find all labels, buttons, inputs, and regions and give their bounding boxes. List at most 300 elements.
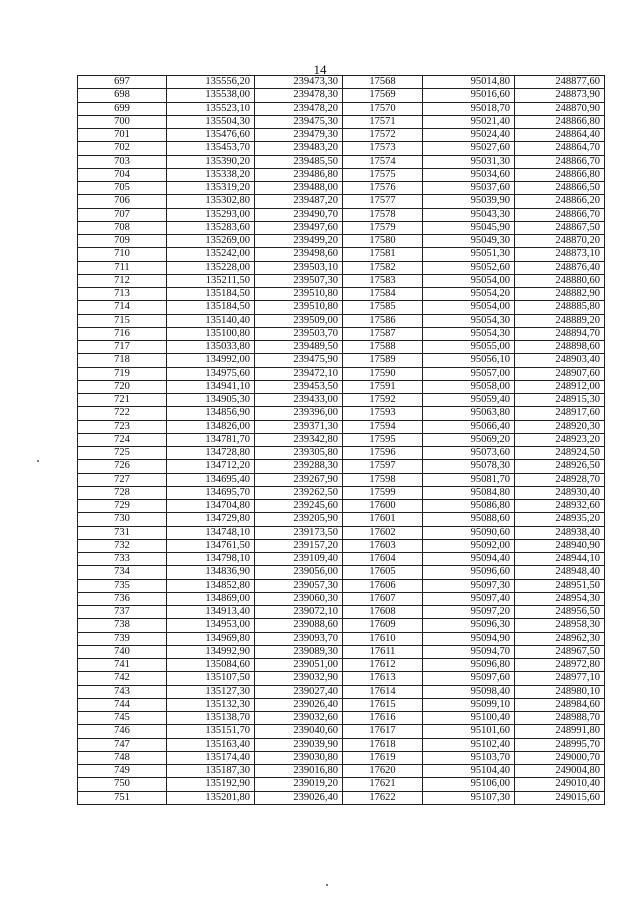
coord-x-cell: 135201,80 bbox=[167, 791, 255, 804]
coord-y-cell: 239288,30 bbox=[255, 460, 343, 473]
point-number-cell: 733 bbox=[78, 553, 167, 566]
coord-x-cell: 135163,40 bbox=[167, 738, 255, 751]
coord-x-cell: 95043,30 bbox=[423, 208, 515, 221]
coord-y-cell: 239040,60 bbox=[255, 725, 343, 738]
coord-y-cell: 249010,40 bbox=[515, 778, 605, 791]
coord-y-cell: 248995,70 bbox=[515, 738, 605, 751]
table-row bbox=[78, 566, 605, 579]
table-row bbox=[78, 208, 605, 221]
coord-x-cell: 95094,70 bbox=[423, 645, 515, 658]
coord-y-cell: 239245,60 bbox=[255, 500, 343, 513]
point-number-cell: 740 bbox=[78, 645, 167, 658]
table-row bbox=[78, 248, 605, 261]
coord-x-cell: 134969,80 bbox=[167, 632, 255, 645]
point-number-cell: 701 bbox=[78, 129, 167, 142]
point-number-cell: 736 bbox=[78, 592, 167, 605]
coord-y-cell: 239093,70 bbox=[255, 632, 343, 645]
table-row bbox=[78, 327, 605, 340]
point-number-cell: 17615 bbox=[343, 698, 423, 711]
point-number-cell: 706 bbox=[78, 195, 167, 208]
coord-x-cell: 95014,80 bbox=[423, 76, 515, 89]
coord-x-cell: 95103,70 bbox=[423, 751, 515, 764]
coord-x-cell: 95056,10 bbox=[423, 354, 515, 367]
table-row bbox=[78, 314, 605, 327]
coord-x-cell: 95097,40 bbox=[423, 592, 515, 605]
coord-y-cell: 248930,40 bbox=[515, 486, 605, 499]
table-row bbox=[78, 288, 605, 301]
coord-y-cell: 248907,60 bbox=[515, 367, 605, 380]
coord-y-cell: 239478,20 bbox=[255, 102, 343, 115]
coord-x-cell: 95096,60 bbox=[423, 566, 515, 579]
coord-y-cell: 239499,20 bbox=[255, 235, 343, 248]
coord-y-cell: 239016,80 bbox=[255, 765, 343, 778]
point-number-cell: 743 bbox=[78, 685, 167, 698]
coord-y-cell: 248948,40 bbox=[515, 566, 605, 579]
coord-x-cell: 95049,30 bbox=[423, 235, 515, 248]
coord-x-cell: 95100,40 bbox=[423, 712, 515, 725]
point-number-cell: 712 bbox=[78, 274, 167, 287]
coord-x-cell: 135319,20 bbox=[167, 182, 255, 195]
table-row bbox=[78, 486, 605, 499]
coord-y-cell: 239039,90 bbox=[255, 738, 343, 751]
coord-y-cell: 239173,50 bbox=[255, 526, 343, 539]
coord-y-cell: 239057,30 bbox=[255, 579, 343, 592]
point-number-cell: 17570 bbox=[343, 102, 423, 115]
coord-x-cell: 95094,40 bbox=[423, 553, 515, 566]
coord-y-cell: 248873,90 bbox=[515, 89, 605, 102]
coord-y-cell: 248951,50 bbox=[515, 579, 605, 592]
coord-x-cell: 95094,90 bbox=[423, 632, 515, 645]
coord-x-cell: 95090,60 bbox=[423, 526, 515, 539]
coord-y-cell: 248866,80 bbox=[515, 168, 605, 181]
coord-y-cell: 248870,90 bbox=[515, 102, 605, 115]
coord-x-cell: 95088,60 bbox=[423, 513, 515, 526]
coord-y-cell: 248867,50 bbox=[515, 221, 605, 234]
coord-x-cell: 135302,80 bbox=[167, 195, 255, 208]
table-row bbox=[78, 354, 605, 367]
coord-y-cell: 248935,20 bbox=[515, 513, 605, 526]
coord-y-cell: 239487,20 bbox=[255, 195, 343, 208]
coord-y-cell: 239088,60 bbox=[255, 619, 343, 632]
coord-y-cell: 239486,80 bbox=[255, 168, 343, 181]
page-number: 14 bbox=[313, 62, 327, 77]
coord-y-cell: 239032,60 bbox=[255, 712, 343, 725]
point-number-cell: 17609 bbox=[343, 619, 423, 632]
coord-x-cell: 134826,00 bbox=[167, 420, 255, 433]
coord-y-cell: 239478,30 bbox=[255, 89, 343, 102]
coord-x-cell: 134704,80 bbox=[167, 500, 255, 513]
table-row bbox=[78, 261, 605, 274]
coord-x-cell: 134729,80 bbox=[167, 513, 255, 526]
coord-y-cell: 239267,90 bbox=[255, 473, 343, 486]
coord-y-cell: 239510,80 bbox=[255, 288, 343, 301]
table-row bbox=[78, 553, 605, 566]
point-number-cell: 707 bbox=[78, 208, 167, 221]
coord-x-cell: 134905,30 bbox=[167, 394, 255, 407]
coord-y-cell: 248928,70 bbox=[515, 473, 605, 486]
point-number-cell: 17573 bbox=[343, 142, 423, 155]
coord-y-cell: 239072,10 bbox=[255, 606, 343, 619]
coord-y-cell: 239475,30 bbox=[255, 115, 343, 128]
coord-y-cell: 248866,70 bbox=[515, 208, 605, 221]
table-row bbox=[78, 420, 605, 433]
coord-x-cell: 95039,90 bbox=[423, 195, 515, 208]
point-number-cell: 720 bbox=[78, 380, 167, 393]
point-number-cell: 751 bbox=[78, 791, 167, 804]
table-row bbox=[78, 394, 605, 407]
coord-x-cell: 135033,80 bbox=[167, 341, 255, 354]
point-number-cell: 699 bbox=[78, 102, 167, 115]
coord-x-cell: 95054,30 bbox=[423, 314, 515, 327]
point-number-cell: 17575 bbox=[343, 168, 423, 181]
coord-y-cell: 248917,60 bbox=[515, 407, 605, 420]
coord-x-cell: 95063,80 bbox=[423, 407, 515, 420]
coord-x-cell: 135084,60 bbox=[167, 659, 255, 672]
point-number-cell: 719 bbox=[78, 367, 167, 380]
coord-y-cell: 239089,30 bbox=[255, 645, 343, 658]
point-number-cell: 17601 bbox=[343, 513, 423, 526]
coord-x-cell: 135187,30 bbox=[167, 765, 255, 778]
coord-x-cell: 95081,70 bbox=[423, 473, 515, 486]
coord-y-cell: 248898,60 bbox=[515, 341, 605, 354]
coord-x-cell: 95078,30 bbox=[423, 460, 515, 473]
coord-x-cell: 134748,10 bbox=[167, 526, 255, 539]
coord-y-cell: 239342,80 bbox=[255, 433, 343, 446]
point-number-cell: 727 bbox=[78, 473, 167, 486]
coord-x-cell: 135192,90 bbox=[167, 778, 255, 791]
coord-y-cell: 249015,60 bbox=[515, 791, 605, 804]
table-row bbox=[78, 102, 605, 115]
coord-y-cell: 248984,60 bbox=[515, 698, 605, 711]
coord-x-cell: 135523,10 bbox=[167, 102, 255, 115]
point-number-cell: 703 bbox=[78, 155, 167, 168]
point-number-cell: 17619 bbox=[343, 751, 423, 764]
coord-x-cell: 95096,80 bbox=[423, 659, 515, 672]
coord-x-cell: 95054,20 bbox=[423, 288, 515, 301]
coord-y-cell: 249000,70 bbox=[515, 751, 605, 764]
coord-y-cell: 239433,00 bbox=[255, 394, 343, 407]
coord-x-cell: 95034,60 bbox=[423, 168, 515, 181]
point-number-cell: 717 bbox=[78, 341, 167, 354]
coord-x-cell: 95104,40 bbox=[423, 765, 515, 778]
coord-x-cell: 134941,10 bbox=[167, 380, 255, 393]
coord-y-cell: 239507,30 bbox=[255, 274, 343, 287]
coord-x-cell: 95018,70 bbox=[423, 102, 515, 115]
coord-x-cell: 135338,20 bbox=[167, 168, 255, 181]
table-row bbox=[78, 115, 605, 128]
table-row bbox=[78, 513, 605, 526]
table-row bbox=[78, 221, 605, 234]
point-number-cell: 17604 bbox=[343, 553, 423, 566]
coord-y-cell: 239488,00 bbox=[255, 182, 343, 195]
coord-y-cell: 239262,50 bbox=[255, 486, 343, 499]
point-number-cell: 17588 bbox=[343, 341, 423, 354]
point-number-cell: 728 bbox=[78, 486, 167, 499]
coord-y-cell: 239396,00 bbox=[255, 407, 343, 420]
coord-x-cell: 135538,00 bbox=[167, 89, 255, 102]
coord-y-cell: 239489,50 bbox=[255, 341, 343, 354]
point-number-cell: 17576 bbox=[343, 182, 423, 195]
point-number-cell: 711 bbox=[78, 261, 167, 274]
coord-y-cell: 239497,60 bbox=[255, 221, 343, 234]
point-number-cell: 702 bbox=[78, 142, 167, 155]
point-number-cell: 17605 bbox=[343, 566, 423, 579]
point-number-cell: 17613 bbox=[343, 672, 423, 685]
coord-x-cell: 134712,20 bbox=[167, 460, 255, 473]
table-row bbox=[78, 632, 605, 645]
coord-x-cell: 134798,10 bbox=[167, 553, 255, 566]
table-row bbox=[78, 433, 605, 446]
table-row bbox=[78, 182, 605, 195]
point-number-cell: 17582 bbox=[343, 261, 423, 274]
coord-y-cell: 248877,60 bbox=[515, 76, 605, 89]
coord-x-cell: 134761,50 bbox=[167, 539, 255, 552]
point-number-cell: 718 bbox=[78, 354, 167, 367]
coord-y-cell: 239019,20 bbox=[255, 778, 343, 791]
coordinates-table bbox=[77, 75, 605, 805]
point-number-cell: 17571 bbox=[343, 115, 423, 128]
point-number-cell: 17612 bbox=[343, 659, 423, 672]
table-row bbox=[78, 685, 605, 698]
coord-x-cell: 135211,50 bbox=[167, 274, 255, 287]
coord-x-cell: 95106,00 bbox=[423, 778, 515, 791]
coord-x-cell: 134695,40 bbox=[167, 473, 255, 486]
coord-x-cell: 134695,70 bbox=[167, 486, 255, 499]
point-number-cell: 708 bbox=[78, 221, 167, 234]
coord-x-cell: 135184,50 bbox=[167, 288, 255, 301]
table-row bbox=[78, 380, 605, 393]
point-number-cell: 704 bbox=[78, 168, 167, 181]
table-row bbox=[78, 712, 605, 725]
coord-x-cell: 95098,40 bbox=[423, 685, 515, 698]
point-number-cell: 744 bbox=[78, 698, 167, 711]
coord-y-cell: 248903,40 bbox=[515, 354, 605, 367]
table-row bbox=[78, 619, 605, 632]
point-number-cell: 17602 bbox=[343, 526, 423, 539]
table-row bbox=[78, 778, 605, 791]
coord-x-cell: 95054,00 bbox=[423, 301, 515, 314]
coord-x-cell: 95099,10 bbox=[423, 698, 515, 711]
coord-x-cell: 135151,70 bbox=[167, 725, 255, 738]
table-row bbox=[78, 367, 605, 380]
coord-y-cell: 248944,10 bbox=[515, 553, 605, 566]
coord-y-cell: 239157,20 bbox=[255, 539, 343, 552]
coord-x-cell: 135100,80 bbox=[167, 327, 255, 340]
point-number-cell: 17568 bbox=[343, 76, 423, 89]
table-row bbox=[78, 500, 605, 513]
coord-x-cell: 134728,80 bbox=[167, 447, 255, 460]
table-row bbox=[78, 195, 605, 208]
point-number-cell: 17574 bbox=[343, 155, 423, 168]
coord-x-cell: 95027,60 bbox=[423, 142, 515, 155]
point-number-cell: 747 bbox=[78, 738, 167, 751]
coord-x-cell: 95097,30 bbox=[423, 579, 515, 592]
coord-x-cell: 134869,00 bbox=[167, 592, 255, 605]
table-row bbox=[78, 765, 605, 778]
point-number-cell: 17614 bbox=[343, 685, 423, 698]
coord-x-cell: 95058,00 bbox=[423, 380, 515, 393]
coord-y-cell: 239485,50 bbox=[255, 155, 343, 168]
coord-y-cell: 248885,80 bbox=[515, 301, 605, 314]
coord-y-cell: 239490,70 bbox=[255, 208, 343, 221]
point-number-cell: 722 bbox=[78, 407, 167, 420]
point-number-cell: 714 bbox=[78, 301, 167, 314]
table-row bbox=[78, 460, 605, 473]
coord-y-cell: 248956,50 bbox=[515, 606, 605, 619]
coord-x-cell: 95096,30 bbox=[423, 619, 515, 632]
coord-x-cell: 135453,70 bbox=[167, 142, 255, 155]
point-number-cell: 17616 bbox=[343, 712, 423, 725]
coord-y-cell: 248864,70 bbox=[515, 142, 605, 155]
point-number-cell: 750 bbox=[78, 778, 167, 791]
coord-y-cell: 249004,80 bbox=[515, 765, 605, 778]
coord-y-cell: 248870,20 bbox=[515, 235, 605, 248]
coord-y-cell: 248988,70 bbox=[515, 712, 605, 725]
coord-x-cell: 95031,30 bbox=[423, 155, 515, 168]
point-number-cell: 17606 bbox=[343, 579, 423, 592]
coord-y-cell: 239498,60 bbox=[255, 248, 343, 261]
table-row bbox=[78, 301, 605, 314]
coord-y-cell: 239509,00 bbox=[255, 314, 343, 327]
coord-x-cell: 95097,20 bbox=[423, 606, 515, 619]
coord-y-cell: 239056,00 bbox=[255, 566, 343, 579]
coord-y-cell: 248924,50 bbox=[515, 447, 605, 460]
point-number-cell: 17620 bbox=[343, 765, 423, 778]
point-number-cell: 742 bbox=[78, 672, 167, 685]
table-row bbox=[78, 155, 605, 168]
coord-x-cell: 95069,20 bbox=[423, 433, 515, 446]
coord-y-cell: 248938,40 bbox=[515, 526, 605, 539]
coord-y-cell: 239453,50 bbox=[255, 380, 343, 393]
point-number-cell: 17583 bbox=[343, 274, 423, 287]
coord-y-cell: 239473,30 bbox=[255, 76, 343, 89]
coord-x-cell: 134836,90 bbox=[167, 566, 255, 579]
coord-x-cell: 135293,00 bbox=[167, 208, 255, 221]
point-number-cell: 737 bbox=[78, 606, 167, 619]
coord-x-cell: 95045,90 bbox=[423, 221, 515, 234]
point-number-cell: 17596 bbox=[343, 447, 423, 460]
coord-x-cell: 135228,00 bbox=[167, 261, 255, 274]
point-number-cell: 17600 bbox=[343, 500, 423, 513]
table-row bbox=[78, 235, 605, 248]
table-row bbox=[78, 539, 605, 552]
coord-x-cell: 135283,60 bbox=[167, 221, 255, 234]
coord-x-cell: 134953,00 bbox=[167, 619, 255, 632]
point-number-cell: 735 bbox=[78, 579, 167, 592]
point-number-cell: 17584 bbox=[343, 288, 423, 301]
point-number-cell: 17591 bbox=[343, 380, 423, 393]
point-number-cell: 721 bbox=[78, 394, 167, 407]
coord-x-cell: 135556,20 bbox=[167, 76, 255, 89]
coord-x-cell: 95073,60 bbox=[423, 447, 515, 460]
point-number-cell: 731 bbox=[78, 526, 167, 539]
coord-y-cell: 248926,50 bbox=[515, 460, 605, 473]
coord-y-cell: 239032,90 bbox=[255, 672, 343, 685]
table-row bbox=[78, 592, 605, 605]
point-number-cell: 17594 bbox=[343, 420, 423, 433]
point-number-cell: 17598 bbox=[343, 473, 423, 486]
coord-y-cell: 248866,80 bbox=[515, 115, 605, 128]
coord-x-cell: 134852,80 bbox=[167, 579, 255, 592]
point-number-cell: 17581 bbox=[343, 248, 423, 261]
coord-x-cell: 135127,30 bbox=[167, 685, 255, 698]
point-number-cell: 17579 bbox=[343, 221, 423, 234]
coord-x-cell: 135269,00 bbox=[167, 235, 255, 248]
point-number-cell: 698 bbox=[78, 89, 167, 102]
point-number-cell: 746 bbox=[78, 725, 167, 738]
coord-x-cell: 95051,30 bbox=[423, 248, 515, 261]
table-row bbox=[78, 142, 605, 155]
coord-x-cell: 135184,50 bbox=[167, 301, 255, 314]
point-number-cell: 17611 bbox=[343, 645, 423, 658]
point-number-cell: 741 bbox=[78, 659, 167, 672]
coord-y-cell: 239026,40 bbox=[255, 698, 343, 711]
coord-x-cell: 135390,20 bbox=[167, 155, 255, 168]
point-number-cell: 17618 bbox=[343, 738, 423, 751]
coord-y-cell: 248866,70 bbox=[515, 155, 605, 168]
coord-y-cell: 248977,10 bbox=[515, 672, 605, 685]
table-row bbox=[78, 274, 605, 287]
point-number-cell: 748 bbox=[78, 751, 167, 764]
point-number-cell: 17578 bbox=[343, 208, 423, 221]
point-number-cell: 697 bbox=[78, 76, 167, 89]
coord-y-cell: 248972,80 bbox=[515, 659, 605, 672]
table-row bbox=[78, 89, 605, 102]
point-number-cell: 17599 bbox=[343, 486, 423, 499]
point-number-cell: 749 bbox=[78, 765, 167, 778]
point-number-cell: 730 bbox=[78, 513, 167, 526]
coord-x-cell: 135476,60 bbox=[167, 129, 255, 142]
coord-x-cell: 95024,40 bbox=[423, 129, 515, 142]
coord-y-cell: 239503,70 bbox=[255, 327, 343, 340]
point-number-cell: 17621 bbox=[343, 778, 423, 791]
coord-y-cell: 248882,90 bbox=[515, 288, 605, 301]
coord-x-cell: 135140,40 bbox=[167, 314, 255, 327]
scan-speck bbox=[326, 884, 328, 886]
point-number-cell: 705 bbox=[78, 182, 167, 195]
coord-y-cell: 239205,90 bbox=[255, 513, 343, 526]
table-row bbox=[78, 738, 605, 751]
coord-y-cell: 239305,80 bbox=[255, 447, 343, 460]
point-number-cell: 17592 bbox=[343, 394, 423, 407]
coord-y-cell: 239109,40 bbox=[255, 553, 343, 566]
coord-y-cell: 239475,90 bbox=[255, 354, 343, 367]
point-number-cell: 710 bbox=[78, 248, 167, 261]
coord-x-cell: 134992,00 bbox=[167, 354, 255, 367]
point-number-cell: 17595 bbox=[343, 433, 423, 446]
table-row bbox=[78, 791, 605, 804]
coord-x-cell: 135242,00 bbox=[167, 248, 255, 261]
coord-y-cell: 248991,80 bbox=[515, 725, 605, 738]
coord-y-cell: 239510,80 bbox=[255, 301, 343, 314]
point-number-cell: 709 bbox=[78, 235, 167, 248]
coord-x-cell: 95037,60 bbox=[423, 182, 515, 195]
coord-x-cell: 95086,80 bbox=[423, 500, 515, 513]
point-number-cell: 725 bbox=[78, 447, 167, 460]
point-number-cell: 17580 bbox=[343, 235, 423, 248]
table-row bbox=[78, 473, 605, 486]
point-number-cell: 732 bbox=[78, 539, 167, 552]
coord-x-cell: 95101,60 bbox=[423, 725, 515, 738]
coord-y-cell: 239051,00 bbox=[255, 659, 343, 672]
point-number-cell: 724 bbox=[78, 433, 167, 446]
coord-y-cell: 248967,50 bbox=[515, 645, 605, 658]
coord-x-cell: 95097,60 bbox=[423, 672, 515, 685]
table-row bbox=[78, 672, 605, 685]
point-number-cell: 17572 bbox=[343, 129, 423, 142]
coord-y-cell: 248912,00 bbox=[515, 380, 605, 393]
point-number-cell: 17597 bbox=[343, 460, 423, 473]
